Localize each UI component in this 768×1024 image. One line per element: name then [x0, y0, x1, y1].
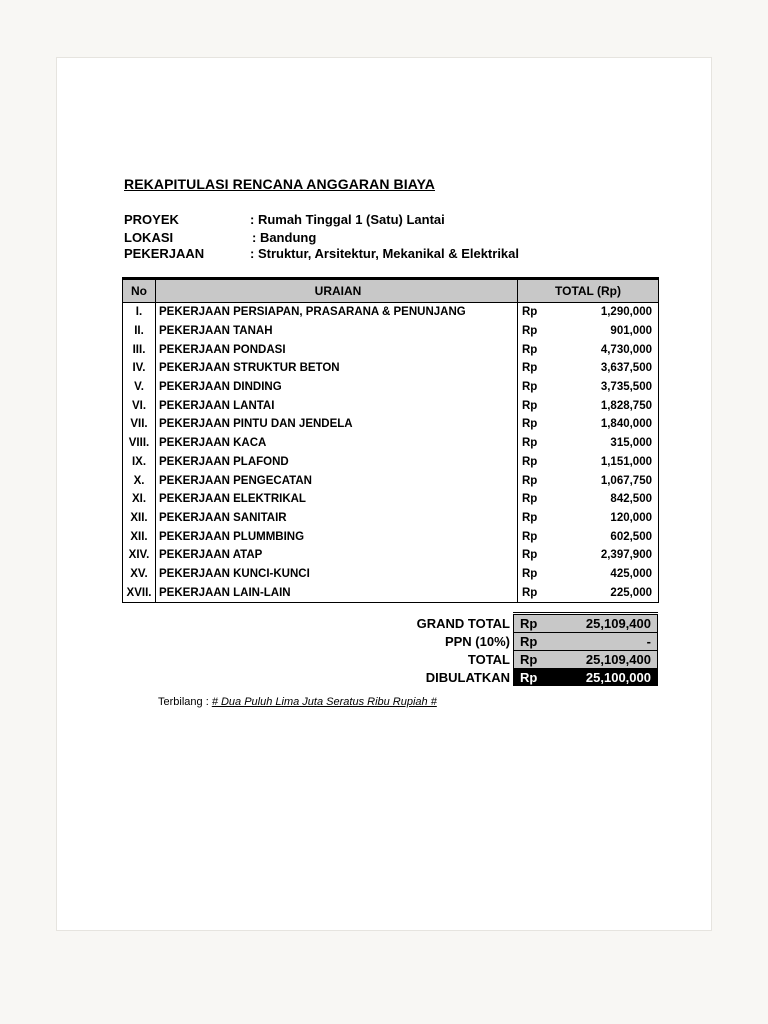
summary-label: TOTAL: [467, 652, 510, 667]
summary-row-ppn: [380, 633, 658, 651]
table-row: [123, 303, 659, 322]
row-uraian: PEKERJAAN SANITAIR: [156, 509, 518, 528]
row-uraian: PEKERJAAN ELEKTRIKAL: [156, 490, 518, 509]
row-total: 225,000: [552, 583, 659, 602]
summary-label: PPN (10%): [444, 634, 510, 649]
budget-table: [122, 277, 659, 603]
table-row: [123, 453, 659, 472]
row-total: 120,000: [552, 509, 659, 528]
table-row: [123, 565, 659, 584]
table-row: [123, 396, 659, 415]
row-total: 3,735,500: [552, 378, 659, 397]
table-row: [123, 359, 659, 378]
row-currency: Rp: [522, 511, 538, 524]
row-currency: Rp: [522, 474, 538, 487]
summary-value: 25,100,000: [556, 669, 658, 687]
table-row: [123, 434, 659, 453]
terbilang-text: # Dua Puluh Lima Juta Seratus Ribu Rupiah #: [211, 696, 437, 708]
table-row: [123, 378, 659, 397]
summary-currency: Rp: [514, 669, 557, 687]
row-currency: Rp: [522, 455, 538, 468]
row-uraian: PEKERJAAN PLAFOND: [156, 453, 518, 472]
row-number: XI.: [123, 490, 156, 509]
row-currency: Rp: [522, 306, 538, 319]
row-number: I.: [123, 303, 156, 322]
row-number: VII.: [123, 415, 156, 434]
info-value: : Bandung: [252, 230, 317, 245]
summary-currency: Rp: [514, 614, 557, 633]
summary-value: 25,109,400: [556, 651, 658, 669]
row-total: 425,000: [552, 565, 659, 584]
table-row: [123, 471, 659, 490]
summary-label: GRAND TOTAL: [416, 615, 510, 631]
table-header-row: [123, 279, 659, 303]
row-total: 1,840,000: [552, 415, 659, 434]
row-uraian: PEKERJAAN PLUMMBING: [156, 527, 518, 546]
row-number: IV.: [123, 359, 156, 378]
row-uraian: PEKERJAAN TANAH: [156, 322, 518, 341]
row-total: 901,000: [552, 322, 659, 341]
table-row: [123, 415, 659, 434]
row-number: XII.: [123, 527, 156, 546]
summary-label: DIBULATKAN: [425, 669, 510, 685]
row-currency: Rp: [522, 362, 538, 375]
row-uraian: PEKERJAAN KUNCI-KUNCI: [156, 565, 518, 584]
info-pekerjaan: [124, 246, 519, 261]
summary-currency: Rp: [514, 651, 557, 669]
row-number: VIII.: [123, 434, 156, 453]
row-total: 1,290,000: [552, 303, 659, 322]
row-uraian: PEKERJAAN PONDASI: [156, 340, 518, 359]
row-currency: Rp: [522, 418, 538, 431]
row-total: 315,000: [552, 434, 659, 453]
row-number: IX.: [123, 453, 156, 472]
row-currency: Rp: [522, 567, 538, 580]
row-number: XIV.: [123, 546, 156, 565]
row-uraian: PEKERJAAN PENGECATAN: [156, 471, 518, 490]
info-proyek: [124, 212, 445, 227]
row-number: XII.: [123, 509, 156, 528]
header-total: TOTAL (Rp): [518, 279, 659, 303]
row-total: 602,500: [552, 527, 659, 546]
table-row: [123, 490, 659, 509]
row-number: VI.: [123, 396, 156, 415]
info-value: : Rumah Tinggal 1 (Satu) Lantai: [250, 212, 445, 227]
row-currency: Rp: [522, 399, 538, 412]
row-number: III.: [123, 340, 156, 359]
row-currency: Rp: [522, 325, 538, 338]
summary-value: 25,109,400: [556, 614, 658, 633]
row-total: 4,730,000: [552, 340, 659, 359]
summary-row-grand-total: [380, 614, 658, 633]
row-uraian: PEKERJAAN KACA: [156, 434, 518, 453]
row-currency: Rp: [522, 343, 538, 356]
row-total: 1,828,750: [552, 396, 659, 415]
row-uraian: PEKERJAAN LAIN-LAIN: [156, 583, 518, 602]
row-uraian: PEKERJAAN LANTAI: [156, 396, 518, 415]
row-total: 2,397,900: [552, 546, 659, 565]
summary-row-total: [380, 651, 658, 669]
summary-value: -: [556, 633, 658, 651]
table-row: [123, 527, 659, 546]
row-uraian: PEKERJAAN PINTU DAN JENDELA: [156, 415, 518, 434]
summary-table: [380, 612, 658, 686]
row-uraian: PEKERJAAN DINDING: [156, 378, 518, 397]
summary-currency: Rp: [514, 633, 557, 651]
row-uraian: PEKERJAAN STRUKTUR BETON: [156, 359, 518, 378]
row-total: 1,067,750: [552, 471, 659, 490]
info-label: LOKASI: [124, 230, 174, 245]
row-currency: Rp: [522, 493, 538, 506]
row-currency: Rp: [518, 583, 553, 602]
row-total: 842,500: [552, 490, 659, 509]
table-row: [123, 340, 659, 359]
row-number: XV.: [123, 565, 156, 584]
row-number: II.: [123, 322, 156, 341]
header-no: No: [123, 279, 156, 303]
row-uraian: PEKERJAAN ATAP: [156, 546, 518, 565]
info-label: PROYEK: [124, 212, 179, 227]
row-total: 1,151,000: [552, 453, 659, 472]
info-value: : Struktur, Arsitektur, Mekanikal & Elektrikal: [250, 246, 520, 261]
row-number: V.: [123, 378, 156, 397]
table-row: [123, 583, 659, 602]
terbilang-label: Terbilang :: [158, 696, 212, 708]
row-currency: Rp: [522, 549, 538, 562]
row-uraian: PEKERJAAN PERSIAPAN, PRASARANA & PENUNJANG: [156, 303, 518, 322]
row-currency: Rp: [522, 530, 538, 543]
table-row: [123, 546, 659, 565]
row-number: XVII.: [123, 583, 156, 602]
row-number: X.: [123, 471, 156, 490]
info-lokasi: [124, 230, 316, 245]
summary-row-dibulatkan: [380, 669, 658, 687]
row-currency: Rp: [522, 437, 538, 450]
header-uraian: URAIAN: [156, 279, 518, 303]
document-title: REKAPITULASI RENCANA ANGGARAN BIAYA: [124, 176, 436, 192]
table-row: [123, 509, 659, 528]
table-row: [123, 322, 659, 341]
row-total: 3,637,500: [552, 359, 659, 378]
row-currency: Rp: [522, 381, 538, 394]
terbilang-line: [158, 696, 437, 708]
info-label: PEKERJAAN: [124, 246, 205, 261]
